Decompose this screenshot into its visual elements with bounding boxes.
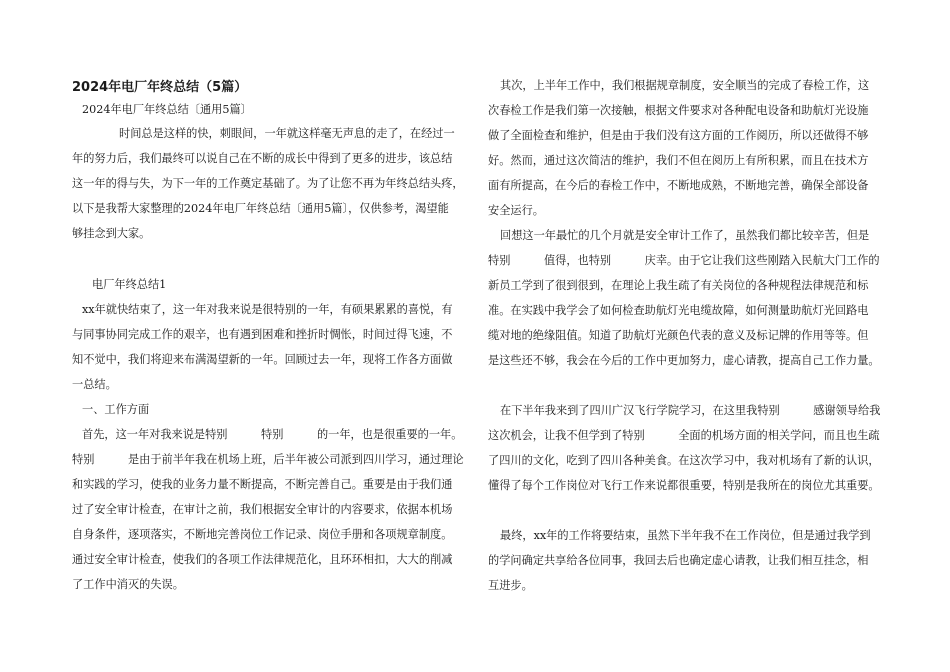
text-line: 缆对地的绝缘阻值。知道了助航灯光颜色代表的意义及标记牌的作用等等。但 [488,329,869,342]
text-line: 特别 是由于前半年我在机场上班，后半年被公司派到四川学习，通过理论 [72,453,464,466]
text-line: 了工作中消灭的失误。 [72,578,184,591]
text-line: 了四川的文化，吃到了四川各种美食。在这次学习中，我对机场有了新的认识， [488,454,880,467]
text-line: 一总结。 [72,378,117,391]
text-line: 和实践的学习，使我的业务力量不断提高，不断完善自己。重要是由于我们通 [72,478,453,491]
text-line: 最终，xx年的工作将要结束，虽然下半年我不在工作岗位，但是通过我学到 [500,529,871,542]
text-line: 在下半年我来到了四川广汉飞行学院学习，在这里我特别 感谢领导给我 [500,404,881,417]
text-line: 做了全面检查和维护，但是由于我们没有这方面的工作阅历，所以还做得不够 [488,129,869,142]
text-line: 过了安全审计检查，在审计之前，我们根据安全审计的内容要求，依据本机场 [72,503,453,516]
text-line: 安全运行。 [488,204,544,217]
text-line: 自身条件，逐项落实，不断地完善岗位工作记录、岗位手册和各项规章制度。 [72,528,453,541]
text-line: 与同事协同完成工作的艰辛，也有遇到困难和挫折时惆怅，时间过得飞速，不 [72,328,453,341]
text-line: 懂得了每个工作岗位对飞行工作来说都很重要，特别是我所在的岗位尤其重要。 [488,479,880,492]
subtitle-line: 2024年电厂年终总结〔通用5篇〕 [82,103,252,116]
text-line: xx年就快结束了，这一年对我来说是很特别的一年，有硕果累累的喜悦，有 [82,303,453,316]
document-title: 2024年电厂年终总结（5篇） [72,80,248,95]
text-line: 互进步。 [488,579,533,592]
text-line: 次春检工作是我们第一次接触，根据文件要求对各种配电设备和助航灯光设施 [488,104,869,117]
text-line: 特别 值得，也特别 庆幸。由于它让我们这些刚踏入民航大门工作的 [488,254,880,267]
text-line: 是这些还不够，我会在今后的工作中更加努力，虚心请教，提高自己工作力量。 [488,354,880,367]
text-line: 够挂念到大家。 [72,227,151,240]
subsection-heading: 一、工作方面 [82,403,150,416]
text-line: 好。然而，通过这次简洁的维护，我们不但在阅历上有所积累，而且在技术方 [488,154,869,167]
text-line: 以下是我帮大家整理的2024年电厂年终总结〔通用5篇〕，仅供参考，渴望能 [72,202,449,215]
text-line: 年的努力后，我们最终可以说自己在不断的成长中得到了更多的进步，该总结 [72,152,453,165]
text-line: 的学问确定共享给各位同事，我回去后也确定虚心请教，让我们相互挂念，相 [488,554,869,567]
text-line: 时间总是这样的快，刺眼间，一年就这样毫无声息的走了，在经过一 [119,127,455,140]
text-line: 知不觉中，我们将迎来布满渴望新的一年。回顾过去一年，现将工作各方面做 [72,353,453,366]
text-line: 其次，上半年工作中，我们根据规章制度，安全顺当的完成了春检工作，这 [500,79,870,92]
text-line: 通过安全审计检查，使我们的各项工作法律规范化，且环环相扣，大大的削减 [72,553,453,566]
text-line: 这一年的得与失，为下一年的工作奠定基础了。为了让您不再为年终总结头疼， [72,177,464,190]
text-line: 这次机会，让我不但学到了特别 全面的机场方面的相关学问，而且也生疏 [488,429,880,442]
section-heading: 电厂年终总结1 [92,278,167,291]
text-line: 面有所提高，在今后的春检工作中，不断地成熟，不断地完善，确保全部设备 [488,179,869,192]
text-line: 首先，这一年对我来说是特别 特别 的一年，也是很重要的一年。 [82,428,463,441]
text-line: 回想这一年最忙的几个月就是安全审计工作了，虽然我们都比较辛苦，但是 [500,229,870,242]
text-line: 新员工学到了很到很到，在理论上我生疏了有关岗位的各种规程法律规范和标 [488,279,869,292]
text-line: 准。在实践中我学会了如何检查助航灯光电缆故障，如何测量助航灯光回路电 [488,304,869,317]
